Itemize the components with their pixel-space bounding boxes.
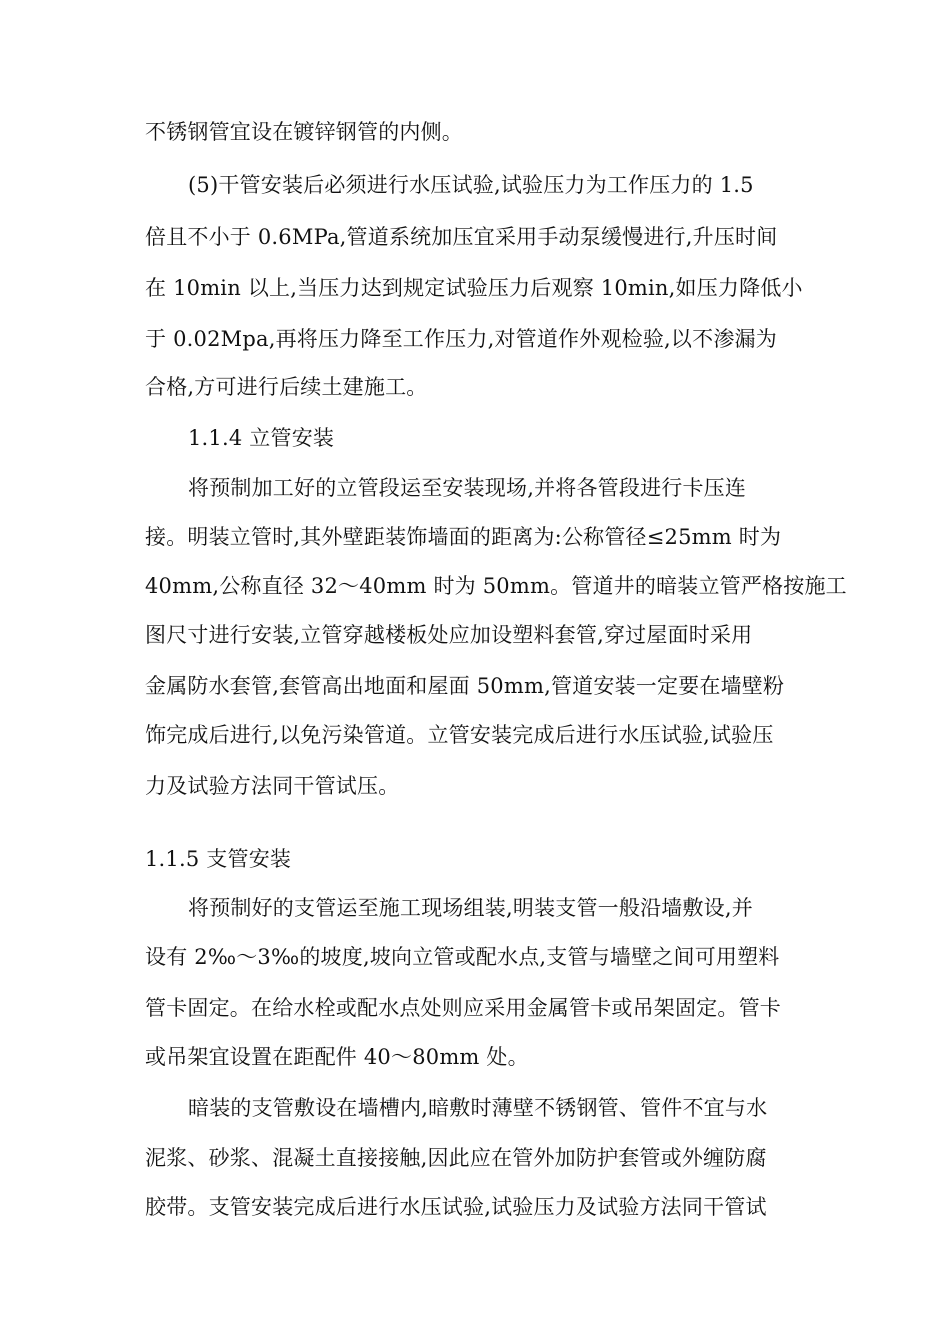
text-line: 胶带。支管安装完成后进行水压试验,试验压力及试验方法同干管试 [145,1195,767,1219]
text-line: 将预制好的支管运至施工现场组装,明装支管一般沿墙敷设,并 [188,896,753,920]
text-line: 设有 2‰～3‰的坡度,坡向立管或配水点,支管与墙壁之间可用塑料 [145,945,780,969]
text-line: 40mm,公称直径 32～40mm 时为 50mm。管道井的暗装立管严格按施工 [145,574,847,598]
text-line: 于 0.02Mpa,再将压力降至工作压力,对管道作外观检验,以不渗漏为 [145,327,777,351]
text-line: 或吊架宜设置在距配件 40～80mm 处。 [145,1045,529,1069]
text-line: 金属防水套管,套管高出地面和屋面 50mm,管道安装一定要在墙壁粉 [145,674,785,698]
text-line: 倍且不小于 0.6MPa,管道系统加压宜采用手动泵缓慢进行,升压时间 [145,225,778,249]
text-line: 泥浆、砂浆、混凝土直接接触,因此应在管外加防护套管或外缠防腐 [145,1146,767,1170]
text-line: 合格,方可进行后续土建施工。 [145,375,428,399]
text-line: 管卡固定。在给水栓或配水点处则应采用金属管卡或吊架固定。管卡 [145,996,781,1020]
text-line: 将预制加工好的立管段运至安装现场,并将各管段进行卡压连 [188,476,747,500]
text-line: 暗装的支管敷设在墙槽内,暗敷时薄壁不锈钢管、管件不宜与水 [188,1096,768,1120]
text-line: 图尺寸进行安装,立管穿越楼板处应加设塑料套管,穿过屋面时采用 [145,623,753,647]
section-heading: 1.1.4 立管安装 [188,426,335,450]
section-heading: 1.1.5 支管安装 [145,847,292,871]
text-line: (5)干管安装后必须进行水压试验,试验压力为工作压力的 1.5 [188,173,754,197]
text-line: 饰完成后进行,以免污染管道。立管安装完成后进行水压试验,试验压 [145,723,774,747]
text-line: 接。明装立管时,其外壁距装饰墙面的距离为:公称管径≤25mm 时为 [145,525,782,549]
text-line: 力及试验方法同干管试压。 [145,774,400,798]
text-line: 在 10min 以上,当压力达到规定试验压力后观察 10min,如压力降低小 [145,276,803,300]
text-line: 不锈钢管宜设在镀锌钢管的内侧。 [145,120,463,144]
